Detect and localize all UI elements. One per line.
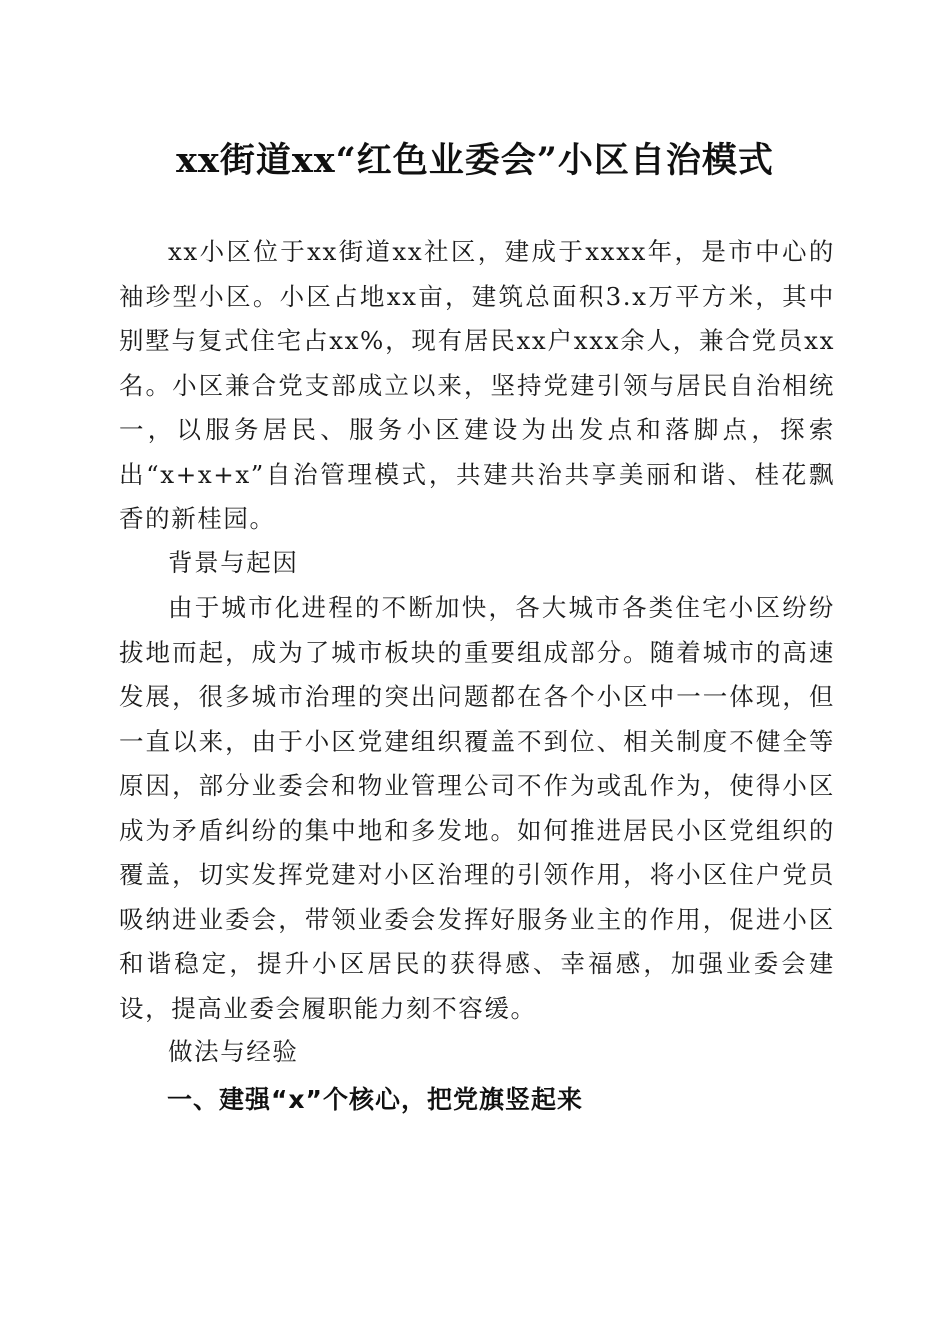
intro-paragraph: xx小区位于xx街道xx社区，建成于xxxx年，是市中心的袖珍型小区。小区占地xx亩，建筑总面积3.x万平方米，其中别墅与复式住宅占xx%，现有居民xx户xxx余人，兼合党员xx名。小区兼合党支部成立以来，坚持党建引领与居民自治相统一，以服务居民、服务小区建设为出发点和落脚点，探索出“x+x+x”自治管理模式，共建共治共享美丽和谐、桂花飘香的新桂园。 [119, 237, 835, 533]
document-title: xx街道xx“红色业委会”小区自治模式 [176, 140, 774, 181]
background-paragraph: 由于城市化进程的不断加快，各大城市各类住宅小区纷纷拔地而起，成为了城市板块的重要组成部分。随着城市的高速发展，很多城市治理的突出问题都在各个小区中一一体现，但一直以来，由于小区党建组织覆盖不到位、相关制度不健全等原因，部分业委会和物业管理公司不作为或乱作为，使得小区成为矛盾纠纷的集中地和多发地。如何推进居民小区党组织的覆盖，切实发挥党建对小区治理的引领作用，将小区住户党员吸纳进业委会，带领业委会发挥好服务业主的作用，促进小区和谐稳定，提升小区居民的获得感、幸福感，加强业委会建设，提高业委会履职能力刻不容缓。 [119, 593, 835, 1023]
section-one-heading: 一、建强“x”个核心，把党旗竖起来 [167, 1085, 583, 1114]
background-heading: 背景与起因 [168, 548, 299, 577]
method-heading: 做法与经验 [168, 1037, 299, 1066]
